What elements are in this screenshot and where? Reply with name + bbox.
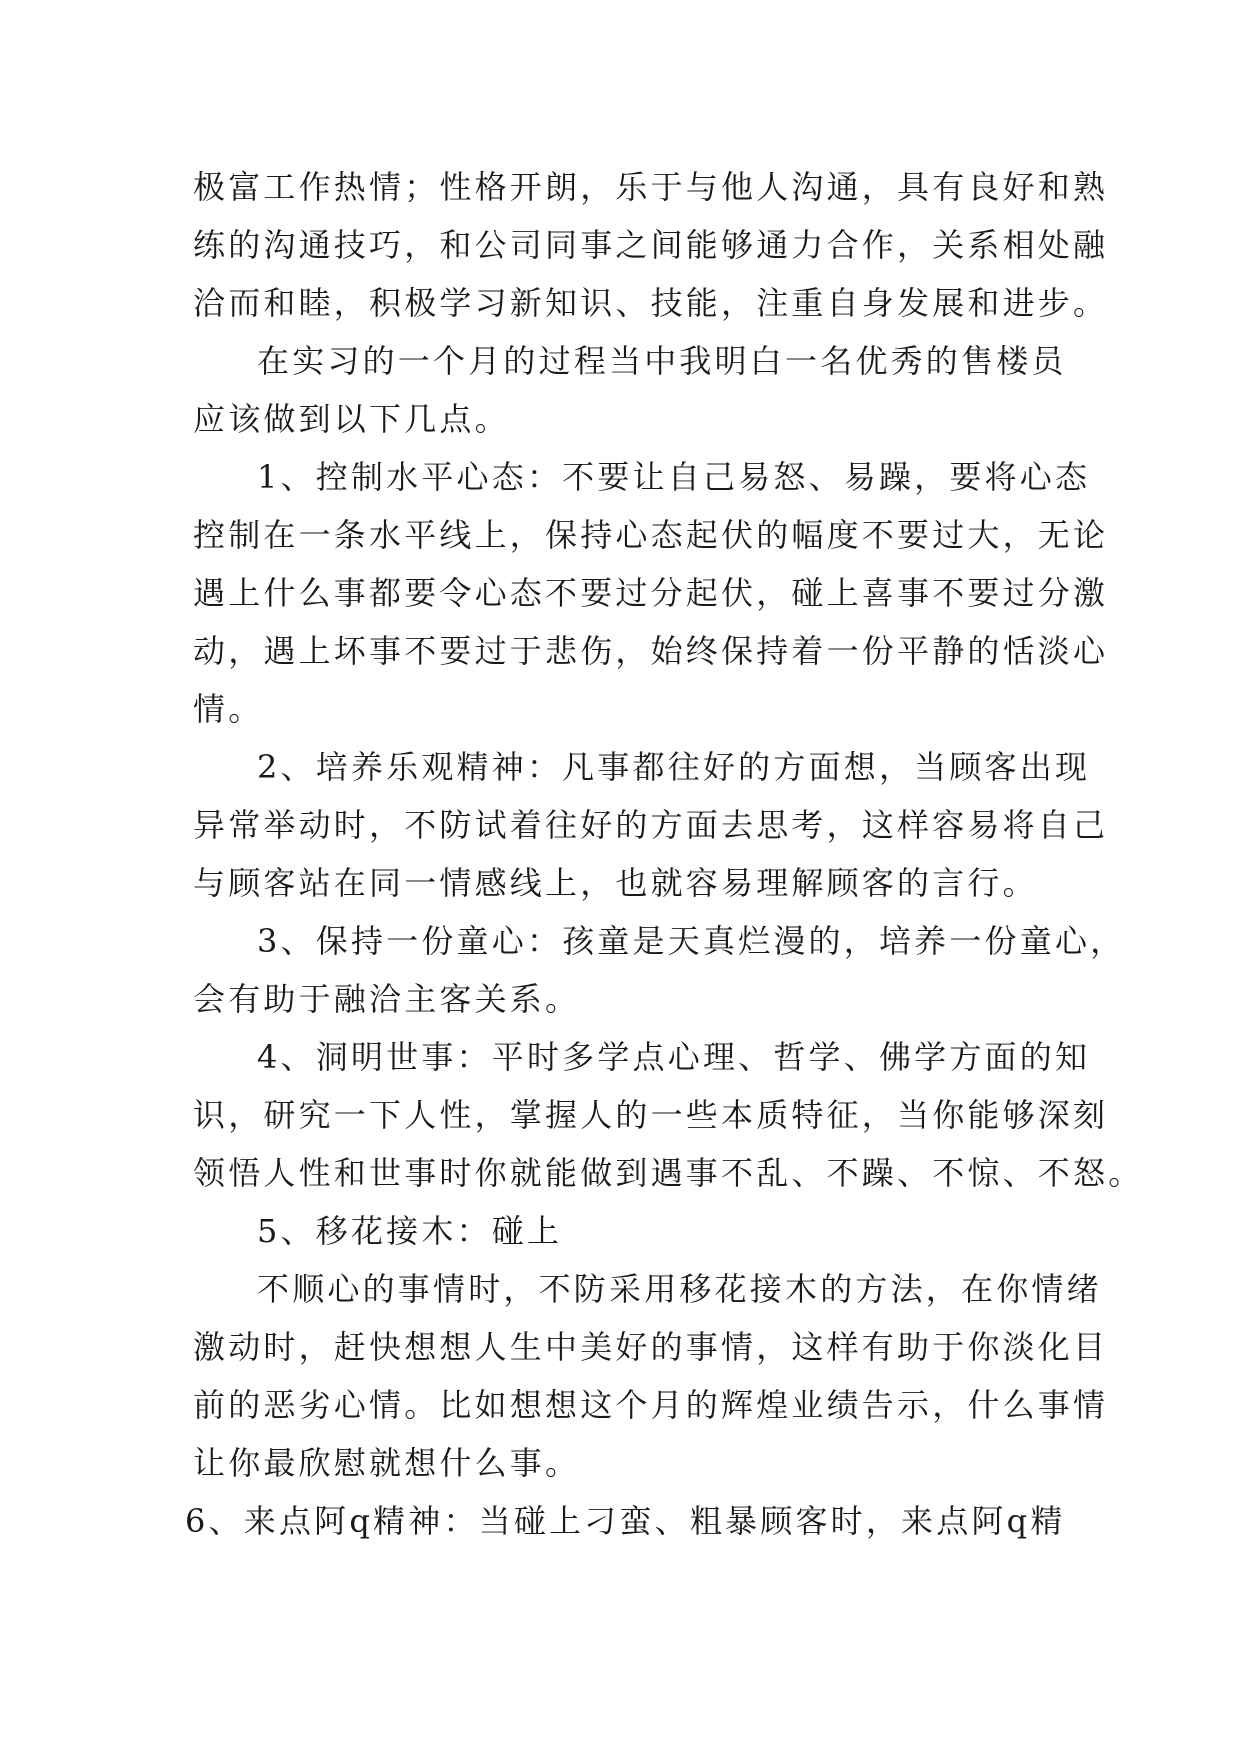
text-line: 6、来点阿q精神：当碰上刁蛮、粗暴顾客时，来点阿q精 <box>185 1502 1066 1540</box>
text-line: 与顾客站在同一情感线上，也就容易理解顾客的言行。 <box>193 864 1038 902</box>
text-line: 遇上什么事都要令心态不要过分起伏，碰上喜事不要过分激 <box>193 574 1109 612</box>
text-line: 在实习的一个月的过程当中我明白一名优秀的售楼员 <box>257 342 1067 380</box>
text-line: 极富工作热情；性格开朗，乐于与他人沟通，具有良好和熟 <box>193 168 1109 206</box>
text-line: 前的恶劣心情。比如想想这个月的辉煌业绩告示，什么事情 <box>193 1386 1109 1424</box>
text-line: 动，遇上坏事不要过于悲伤，始终保持着一份平静的恬淡心 <box>193 632 1109 670</box>
text-line: 练的沟通技巧，和公司同事之间能够通力合作，关系相处融 <box>193 226 1109 264</box>
text-line: 5、移花接木：碰上 <box>257 1212 563 1250</box>
text-line: 应该做到以下几点。 <box>193 400 510 438</box>
text-line: 异常举动时，不防试着往好的方面去思考，这样容易将自己 <box>193 806 1109 844</box>
text-line: 2、培养乐观精神：凡事都往好的方面想，当顾客出现 <box>257 748 1091 786</box>
text-line: 让你最欣慰就想什么事。 <box>193 1444 581 1482</box>
text-line: 激动时，赶快想想人生中美好的事情，这样有助于你淡化目 <box>193 1328 1109 1366</box>
text-line: 控制在一条水平线上，保持心态起伏的幅度不要过大，无论 <box>193 516 1109 554</box>
text-line: 3、保持一份童心：孩童是天真烂漫的，培养一份童心， <box>257 922 1126 960</box>
text-line: 情。 <box>193 690 264 728</box>
text-line: 洽而和睦，积极学习新知识、技能，注重自身发展和进步。 <box>193 284 1109 322</box>
text-line: 4、洞明世事：平时多学点心理、哲学、佛学方面的知 <box>257 1038 1091 1076</box>
text-line: 识，研究一下人性，掌握人的一些本质特征，当你能够深刻 <box>193 1096 1109 1134</box>
text-line: 1、控制水平心态：不要让自己易怒、易躁，要将心态 <box>257 458 1091 496</box>
text-line: 领悟人性和世事时你就能做到遇事不乱、不躁、不惊、不怒。 <box>193 1154 1144 1192</box>
text-line: 会有助于融洽主客关系。 <box>193 980 581 1018</box>
text-line: 不顺心的事情时，不防采用移花接木的方法，在你情绪 <box>257 1270 1102 1308</box>
